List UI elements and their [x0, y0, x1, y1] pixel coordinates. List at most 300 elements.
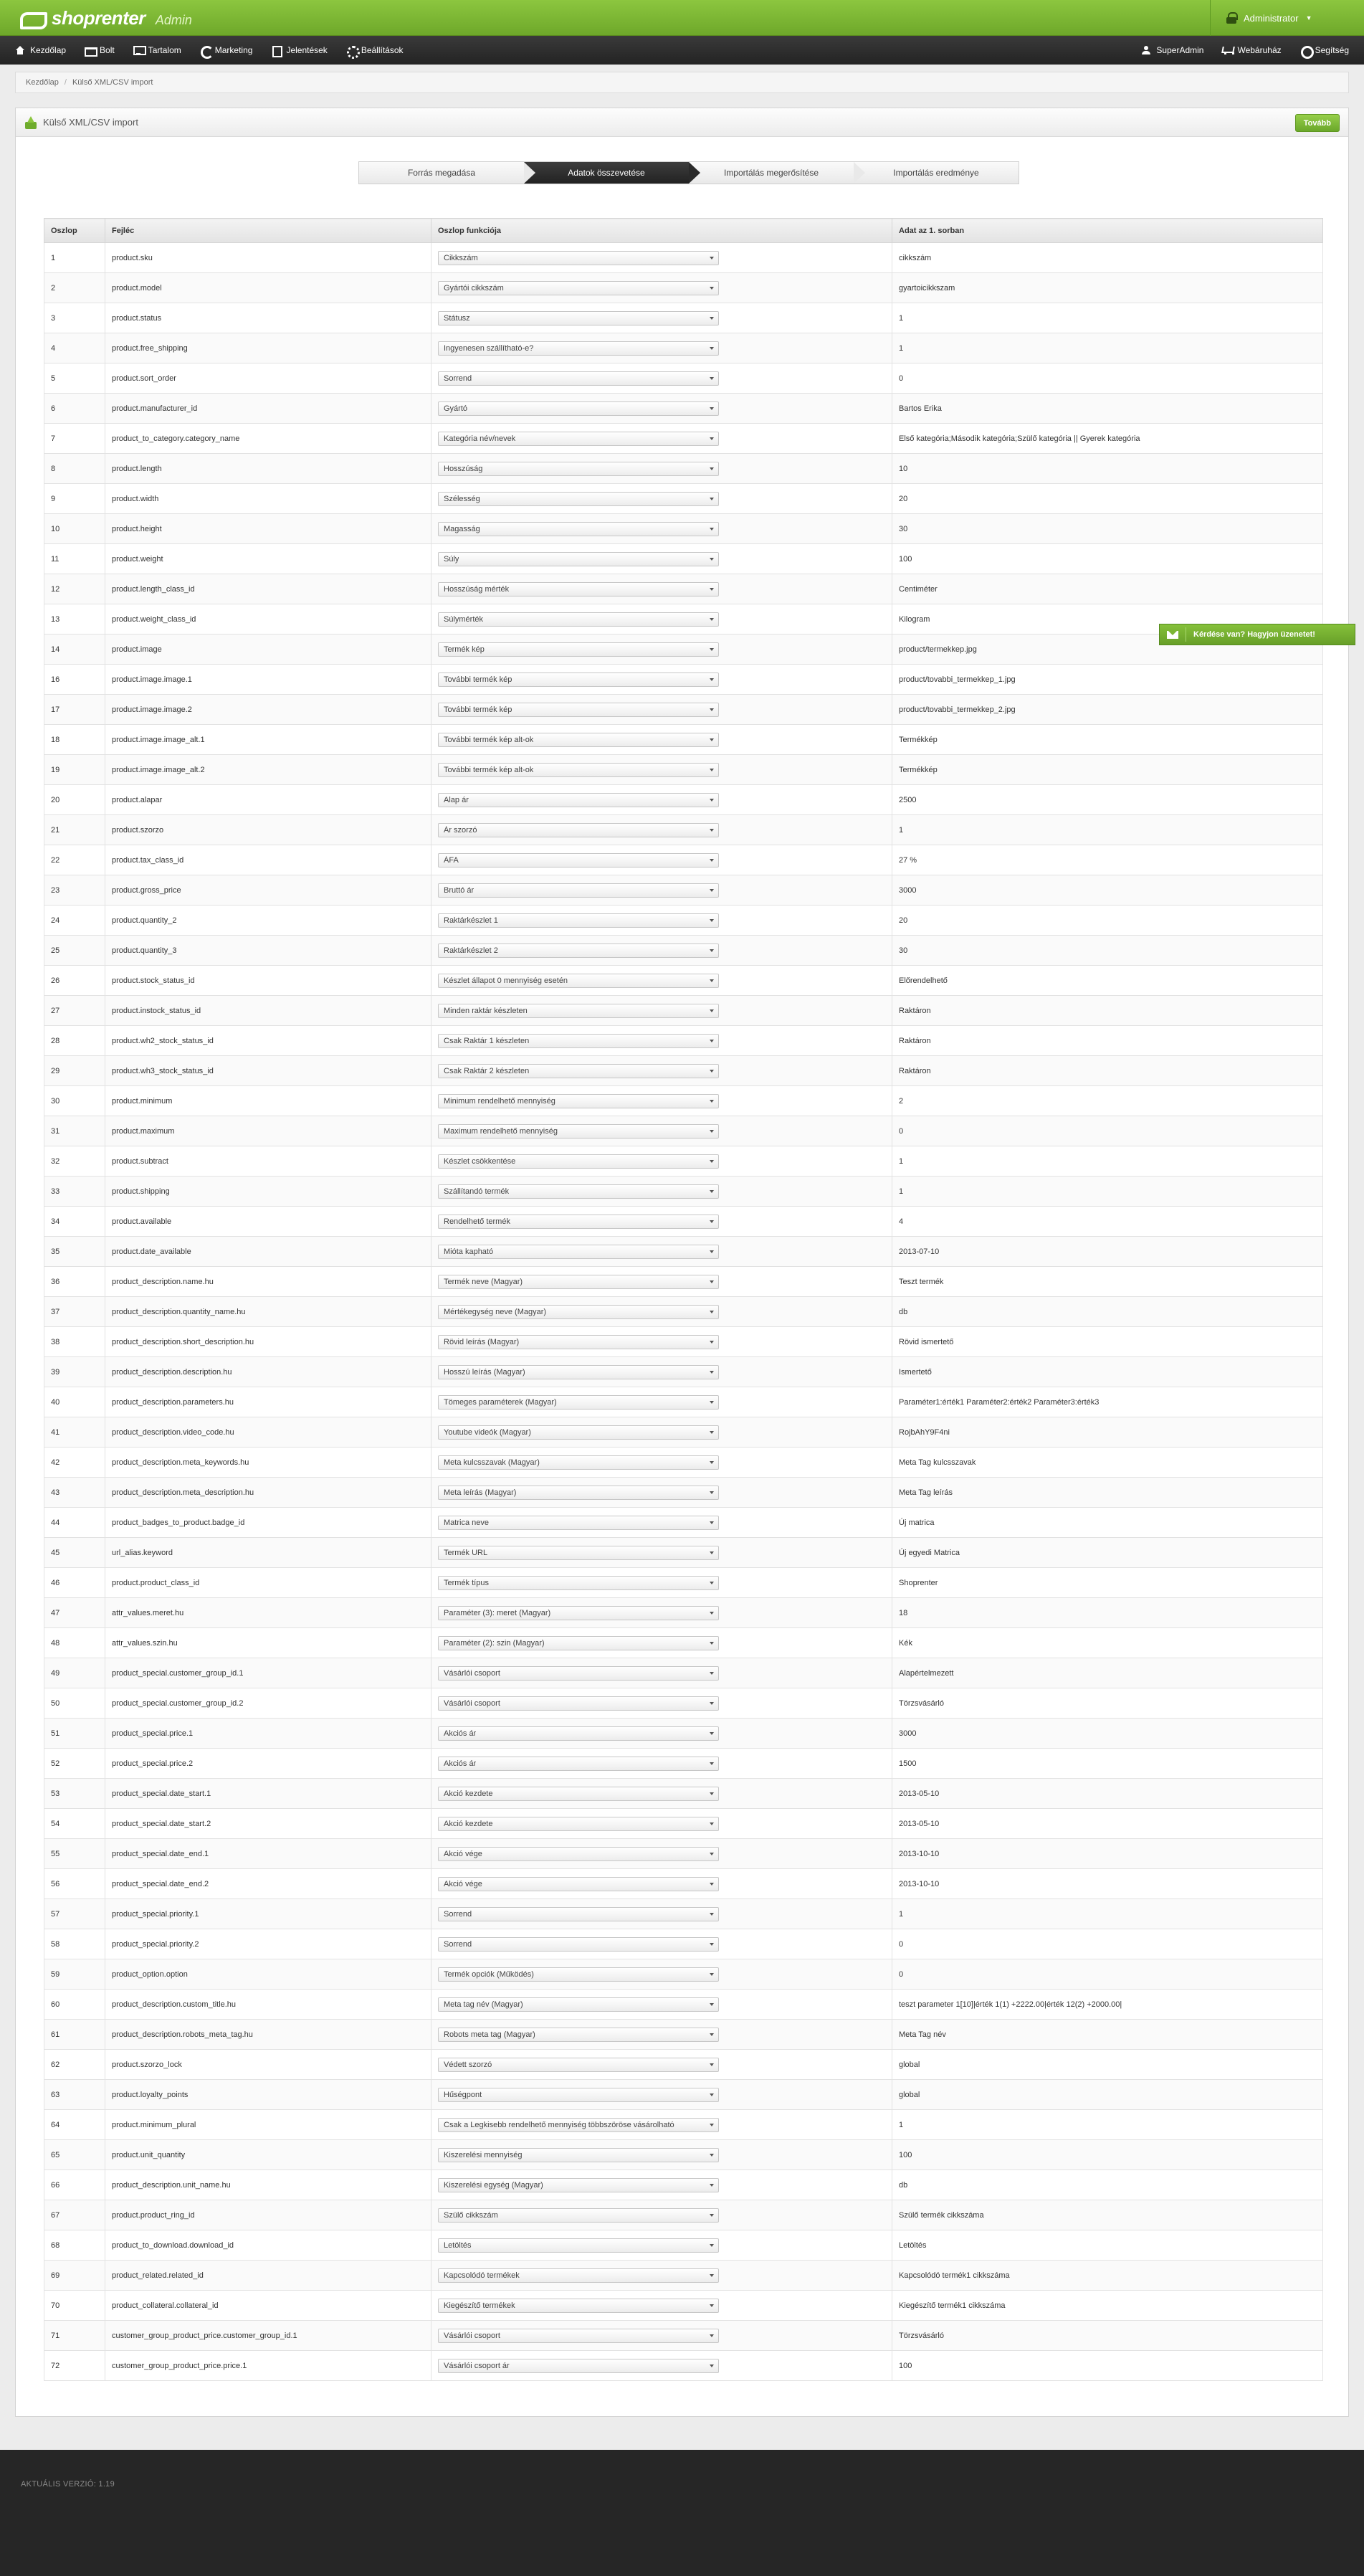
dropdown-arrow-icon — [710, 2304, 714, 2307]
dropdown-arrow-icon — [710, 1341, 714, 1344]
column-heading: product_description.description.hu — [105, 1357, 431, 1387]
column-function-cell — [431, 424, 892, 454]
column-function-select[interactable] — [438, 2359, 719, 2373]
select-value: Gyártó — [444, 404, 468, 413]
column-index: 61 — [44, 2020, 105, 2050]
mapping-table-wrap — [44, 218, 1322, 2381]
column-function-select[interactable] — [438, 552, 719, 566]
select-value: Sorrend — [444, 1909, 472, 1919]
column-heading: product.szorzo — [105, 815, 431, 845]
column-function-select[interactable] — [438, 371, 719, 386]
column-index: 63 — [44, 2080, 105, 2110]
column-heading: product.maximum — [105, 1116, 431, 1146]
column-heading: product.alapar — [105, 785, 431, 815]
select-value: Sorrend — [444, 374, 472, 383]
nav-item-gear[interactable] — [337, 36, 413, 65]
column-index: 68 — [44, 2230, 105, 2261]
select-value: Kiszerelési mennyiség — [444, 2150, 523, 2159]
shoprenter-logo[interactable] — [20, 7, 192, 29]
wizard-step-3: Importálás megerősítése — [689, 162, 854, 184]
column-function-select[interactable] — [438, 1636, 719, 1650]
column-heading: product_special.price.2 — [105, 1749, 431, 1779]
column-function-cell — [431, 665, 892, 695]
column-index: 19 — [44, 755, 105, 785]
table-row — [44, 1628, 1323, 1658]
column-function-select[interactable] — [438, 1275, 719, 1289]
table-row — [44, 2050, 1323, 2080]
table-row — [44, 1688, 1323, 1719]
column-function-select[interactable] — [438, 2299, 719, 2313]
column-index: 53 — [44, 1779, 105, 1809]
first-row-data: Centiméter — [892, 574, 1323, 604]
column-heading: product_special.date_start.1 — [105, 1779, 431, 1809]
column-function-select[interactable] — [438, 1787, 719, 1801]
select-value: Készlet csökkentése — [444, 1156, 516, 1166]
column-heading: product.subtract — [105, 1146, 431, 1177]
select-value: ÁFA — [444, 855, 459, 865]
column-index: 44 — [44, 1508, 105, 1538]
dropdown-arrow-icon — [710, 2214, 714, 2217]
select-value: Termék URL — [444, 1548, 488, 1557]
table-row — [44, 363, 1323, 394]
column-function-cell — [431, 1417, 892, 1448]
user-menu[interactable] — [1210, 0, 1364, 36]
table-row — [44, 2351, 1323, 2381]
table-row — [44, 2291, 1323, 2321]
first-row-data: 1 — [892, 333, 1323, 363]
column-heading: product.length — [105, 454, 431, 484]
dropdown-arrow-icon — [710, 377, 714, 380]
column-index: 34 — [44, 1207, 105, 1237]
column-index: 8 — [44, 454, 105, 484]
column-function-select[interactable] — [438, 2208, 719, 2223]
first-row-data: product/termekkep.jpg — [892, 635, 1323, 665]
column-function-cell — [431, 363, 892, 394]
column-index: 28 — [44, 1026, 105, 1056]
first-row-data: Letöltés — [892, 2230, 1323, 2261]
col-header-first-row-data: Adat az 1. sorban — [892, 219, 1323, 243]
column-index: 16 — [44, 665, 105, 695]
dropdown-arrow-icon — [710, 1551, 714, 1554]
column-function-select[interactable] — [438, 1666, 719, 1681]
dropdown-arrow-icon — [710, 1070, 714, 1073]
column-heading: product.quantity_3 — [105, 936, 431, 966]
nav-item-store[interactable] — [75, 36, 124, 65]
column-function-select[interactable] — [438, 1486, 719, 1500]
nav-item-cart[interactable] — [1213, 36, 1290, 65]
table-row — [44, 2110, 1323, 2140]
dropdown-arrow-icon — [710, 889, 714, 892]
table-row — [44, 484, 1323, 514]
select-value: Ingyenesen szállítható-e? — [444, 343, 534, 353]
column-function-select[interactable] — [438, 853, 719, 868]
breadcrumb-separator: / — [64, 78, 67, 87]
dropdown-arrow-icon — [710, 1853, 714, 1855]
column-function-select[interactable] — [438, 311, 719, 325]
select-value: Vásárlói csoport — [444, 2331, 500, 2340]
first-row-data: 3000 — [892, 875, 1323, 906]
select-value: További termék kép — [444, 675, 512, 684]
column-index: 27 — [44, 996, 105, 1026]
nav-item-label: Beállítások — [361, 45, 404, 55]
dropdown-arrow-icon — [710, 1280, 714, 1283]
column-heading: product_special.priority.2 — [105, 1929, 431, 1959]
column-heading: product.unit_quantity — [105, 2140, 431, 2170]
column-function-select[interactable] — [438, 1907, 719, 1921]
column-heading: product_description.short_description.hu — [105, 1327, 431, 1357]
column-heading: product_to_download.download_id — [105, 2230, 431, 2261]
store-icon — [85, 46, 95, 54]
column-function-select[interactable] — [438, 1847, 719, 1861]
column-function-select[interactable] — [438, 944, 719, 958]
column-function-select[interactable] — [438, 2118, 719, 2132]
column-function-select[interactable] — [438, 1094, 719, 1108]
first-row-data: 20 — [892, 484, 1323, 514]
first-row-data: 1 — [892, 2110, 1323, 2140]
column-index: 64 — [44, 2110, 105, 2140]
column-function-cell — [431, 1116, 892, 1146]
nav-item-label: Bolt — [100, 45, 115, 55]
table-row — [44, 1267, 1323, 1297]
column-function-cell — [431, 1719, 892, 1749]
column-function-cell — [431, 1387, 892, 1417]
first-row-data: Kapcsolódó termék1 cikkszáma — [892, 2261, 1323, 2291]
column-function-select[interactable] — [438, 2329, 719, 2343]
column-heading: product_to_category.category_name — [105, 424, 431, 454]
column-function-select[interactable] — [438, 642, 719, 657]
column-function-select[interactable] — [438, 1696, 719, 1711]
nav-item-label: SuperAdmin — [1156, 45, 1204, 55]
column-function-select[interactable] — [438, 823, 719, 837]
nav-item-label: Marketing — [214, 45, 253, 55]
dropdown-arrow-icon — [710, 407, 714, 410]
column-heading: product_description.custom_title.hu — [105, 1990, 431, 2020]
column-function-select[interactable] — [438, 1034, 719, 1048]
mapping-table — [44, 218, 1323, 2381]
column-function-select[interactable] — [438, 1184, 719, 1199]
column-function-select[interactable] — [438, 401, 719, 416]
first-row-data: 1 — [892, 1177, 1323, 1207]
table-row — [44, 454, 1323, 484]
chevron-down-icon: ▼ — [1305, 14, 1312, 22]
column-function-select[interactable] — [438, 1757, 719, 1771]
column-function-select[interactable] — [438, 1937, 719, 1952]
column-index: 48 — [44, 1628, 105, 1658]
dropdown-arrow-icon — [710, 2003, 714, 2006]
column-index: 2 — [44, 273, 105, 303]
first-row-data: Meta Tag leírás — [892, 1478, 1323, 1508]
column-function-select[interactable] — [438, 2148, 719, 2162]
table-row — [44, 2321, 1323, 2351]
column-function-select[interactable] — [438, 1516, 719, 1530]
column-heading: product.quantity_2 — [105, 906, 431, 936]
dropdown-arrow-icon — [710, 1822, 714, 1825]
feedback-tab[interactable] — [1159, 624, 1355, 645]
select-value: Paraméter (2): szin (Magyar) — [444, 1638, 545, 1648]
column-heading: product.sku — [105, 243, 431, 273]
column-heading: product_description.robots_meta_tag.hu — [105, 2020, 431, 2050]
column-function-select[interactable] — [438, 703, 719, 717]
column-index: 26 — [44, 966, 105, 996]
column-function-select[interactable] — [438, 2058, 719, 2072]
nav-item-label: Tartalom — [148, 45, 181, 55]
user-icon — [1141, 46, 1151, 54]
table-row — [44, 544, 1323, 574]
panel-header — [16, 108, 1348, 137]
dropdown-arrow-icon — [710, 1130, 714, 1133]
select-value: Csak a Legkisebb rendelhető mennyiség többszöröse vásárolható — [444, 2120, 674, 2129]
dropdown-arrow-icon — [710, 769, 714, 771]
column-function-select[interactable] — [438, 913, 719, 928]
column-heading: product.sort_order — [105, 363, 431, 394]
column-index: 1 — [44, 243, 105, 273]
first-row-data: Kilogram — [892, 604, 1323, 635]
marketing-icon — [200, 46, 210, 54]
select-value: Gyártói cikkszám — [444, 283, 504, 293]
nav-item-home[interactable] — [6, 36, 75, 65]
column-heading: product.stock_status_id — [105, 966, 431, 996]
column-function-cell — [431, 1086, 892, 1116]
select-value: Rövid leírás (Magyar) — [444, 1337, 520, 1346]
first-row-data: 10 — [892, 454, 1323, 484]
column-index: 20 — [44, 785, 105, 815]
column-heading: product_description.unit_name.hu — [105, 2170, 431, 2200]
column-function-select[interactable] — [438, 1877, 719, 1891]
column-index: 42 — [44, 1448, 105, 1478]
column-index: 51 — [44, 1719, 105, 1749]
column-function-select[interactable] — [438, 793, 719, 807]
column-function-cell — [431, 1478, 892, 1508]
table-row — [44, 1839, 1323, 1869]
nav-item-label: Jelentések — [286, 45, 328, 55]
select-value: Kapcsolódó termékek — [444, 2271, 520, 2280]
dropdown-arrow-icon — [710, 1521, 714, 1524]
column-function-select[interactable] — [438, 2178, 719, 2192]
home-icon — [15, 46, 25, 54]
column-heading: product_special.date_end.1 — [105, 1839, 431, 1869]
column-function-cell — [431, 755, 892, 785]
screen-icon — [133, 46, 143, 54]
first-row-data: 0 — [892, 1116, 1323, 1146]
column-index: 5 — [44, 363, 105, 394]
logo-admin-label: Admin — [155, 12, 192, 27]
nav-left — [6, 36, 413, 65]
select-value: Kategória név/nevek — [444, 434, 516, 443]
select-value: Státusz — [444, 313, 470, 323]
table-row — [44, 1237, 1323, 1267]
column-function-select[interactable] — [438, 1004, 719, 1018]
select-value: Termék típus — [444, 1578, 489, 1587]
table-header-row — [44, 219, 1323, 243]
nav-item-label: Kezdőlap — [30, 45, 67, 55]
column-function-cell — [431, 906, 892, 936]
column-function-select[interactable] — [438, 883, 719, 898]
table-row — [44, 2170, 1323, 2200]
column-function-cell — [431, 1688, 892, 1719]
column-index: 30 — [44, 1086, 105, 1116]
import-panel — [15, 108, 1349, 2417]
column-function-select[interactable] — [438, 2028, 719, 2042]
select-value: Youtube videók (Magyar) — [444, 1427, 531, 1437]
select-value: Hosszúság mérték — [444, 584, 510, 594]
column-function-select[interactable] — [438, 1215, 719, 1229]
column-index: 66 — [44, 2170, 105, 2200]
first-row-data: Termékkép — [892, 725, 1323, 755]
column-function-select[interactable] — [438, 1395, 719, 1410]
column-function-cell — [431, 2200, 892, 2230]
column-function-select[interactable] — [438, 1365, 719, 1379]
column-function-select[interactable] — [438, 1455, 719, 1470]
column-function-select[interactable] — [438, 341, 719, 356]
first-row-data: 2013-10-10 — [892, 1839, 1323, 1869]
next-button[interactable]: Tovább — [1295, 114, 1340, 132]
column-heading: product_related.related_id — [105, 2261, 431, 2291]
column-index: 46 — [44, 1568, 105, 1598]
column-function-select[interactable] — [438, 1305, 719, 1319]
main-nav — [0, 36, 1364, 65]
column-function-select[interactable] — [438, 1726, 719, 1741]
table-row — [44, 333, 1323, 363]
table-row — [44, 424, 1323, 454]
column-function-cell — [431, 1177, 892, 1207]
dropdown-arrow-icon — [710, 1491, 714, 1494]
column-function-select[interactable] — [438, 1967, 719, 1982]
column-function-select[interactable] — [438, 1064, 719, 1078]
import-icon — [24, 116, 37, 129]
column-function-select[interactable] — [438, 1606, 719, 1620]
table-row — [44, 1327, 1323, 1357]
column-heading: product.image — [105, 635, 431, 665]
column-function-select[interactable] — [438, 612, 719, 627]
table-row — [44, 755, 1323, 785]
column-function-select[interactable] — [438, 2238, 719, 2253]
column-function-select[interactable] — [438, 432, 719, 446]
column-heading: product.wh3_stock_status_id — [105, 1056, 431, 1086]
column-function-select[interactable] — [438, 733, 719, 747]
column-index: 54 — [44, 1809, 105, 1839]
breadcrumb-home[interactable]: Kezdőlap — [26, 78, 59, 87]
column-function-select[interactable] — [438, 2088, 719, 2102]
column-function-select[interactable] — [438, 492, 719, 506]
column-heading: product.minimum — [105, 1086, 431, 1116]
column-function-select[interactable] — [438, 251, 719, 265]
column-heading: url_alias.keyword — [105, 1538, 431, 1568]
column-function-select[interactable] — [438, 1154, 719, 1169]
table-row — [44, 665, 1323, 695]
column-function-select[interactable] — [438, 974, 719, 988]
dropdown-arrow-icon — [710, 678, 714, 681]
column-function-cell — [431, 1990, 892, 2020]
column-function-select[interactable] — [438, 1817, 719, 1831]
column-function-select[interactable] — [438, 1335, 719, 1349]
column-function-select[interactable] — [438, 1124, 719, 1139]
first-row-data: Szülő termék cikkszáma — [892, 2200, 1323, 2230]
column-function-select[interactable] — [438, 672, 719, 687]
column-function-select[interactable] — [438, 1546, 719, 1560]
table-row — [44, 695, 1323, 725]
column-heading: product_special.customer_group_id.1 — [105, 1658, 431, 1688]
dropdown-arrow-icon — [710, 1913, 714, 1916]
table-row — [44, 1116, 1323, 1146]
table-row — [44, 815, 1323, 845]
dropdown-arrow-icon — [710, 2334, 714, 2337]
column-index: 69 — [44, 2261, 105, 2291]
table-row — [44, 604, 1323, 635]
wizard-step-2: Adatok összevetése — [524, 162, 689, 184]
select-value: Csak Raktár 2 készleten — [444, 1066, 530, 1075]
column-index: 57 — [44, 1899, 105, 1929]
dropdown-arrow-icon — [710, 317, 714, 320]
nav-right — [1132, 36, 1358, 65]
column-function-select[interactable] — [438, 1997, 719, 2012]
dropdown-arrow-icon — [710, 738, 714, 741]
column-function-select[interactable] — [438, 2268, 719, 2283]
column-function-select[interactable] — [438, 522, 719, 536]
column-function-select[interactable] — [438, 462, 719, 476]
select-value: Ár szorzó — [444, 825, 477, 835]
column-index: 17 — [44, 695, 105, 725]
column-index: 14 — [44, 635, 105, 665]
dropdown-arrow-icon — [710, 1311, 714, 1313]
table-row — [44, 845, 1323, 875]
dropdown-arrow-icon — [710, 2093, 714, 2096]
table-row — [44, 1508, 1323, 1538]
nav-item-screen[interactable] — [124, 36, 191, 65]
column-function-select[interactable] — [438, 1425, 719, 1440]
column-heading: product.width — [105, 484, 431, 514]
first-row-data: 20 — [892, 906, 1323, 936]
select-value: Akció vége — [444, 1879, 482, 1888]
column-function-select[interactable] — [438, 281, 719, 295]
nav-item-help[interactable] — [1291, 36, 1358, 65]
first-row-data: teszt parameter 1[10]|érték 1(1) +2222.00|érték 12(2) +2000.00| — [892, 1990, 1323, 2020]
select-value: Hosszú leírás (Magyar) — [444, 1367, 525, 1377]
column-function-select[interactable] — [438, 1245, 719, 1259]
column-heading: product_description.meta_description.hu — [105, 1478, 431, 1508]
column-heading: product_badges_to_product.badge_id — [105, 1508, 431, 1538]
table-row — [44, 2200, 1323, 2230]
help-icon — [1300, 46, 1310, 54]
dropdown-arrow-icon — [710, 799, 714, 802]
select-value: Kiegészítő termékek — [444, 2301, 515, 2310]
first-row-data: 2013-10-10 — [892, 1869, 1323, 1899]
table-row — [44, 1297, 1323, 1327]
table-row — [44, 2261, 1323, 2291]
first-row-data: 2013-07-10 — [892, 1237, 1323, 1267]
column-heading: product_special.date_end.2 — [105, 1869, 431, 1899]
column-heading: product.image.image.1 — [105, 665, 431, 695]
dropdown-arrow-icon — [710, 1973, 714, 1976]
column-function-cell — [431, 1207, 892, 1237]
nav-item-marketing[interactable] — [191, 36, 262, 65]
select-value: Meta kulcsszavak (Magyar) — [444, 1458, 540, 1467]
table-row — [44, 514, 1323, 544]
dropdown-arrow-icon — [710, 1220, 714, 1223]
nav-item-user[interactable] — [1132, 36, 1213, 65]
column-function-select[interactable] — [438, 763, 719, 777]
column-function-select[interactable] — [438, 582, 719, 597]
logo-text: shoprenter — [52, 6, 146, 29]
column-function-select[interactable] — [438, 1576, 719, 1590]
column-index: 71 — [44, 2321, 105, 2351]
column-index: 39 — [44, 1357, 105, 1387]
nav-item-report[interactable] — [262, 36, 336, 65]
table-row — [44, 1026, 1323, 1056]
column-heading: product_description.video_code.hu — [105, 1417, 431, 1448]
nav-item-label: Webáruház — [1237, 45, 1282, 55]
column-heading: product.product_ring_id — [105, 2200, 431, 2230]
select-value: Minimum rendelhető mennyiség — [444, 1096, 555, 1106]
